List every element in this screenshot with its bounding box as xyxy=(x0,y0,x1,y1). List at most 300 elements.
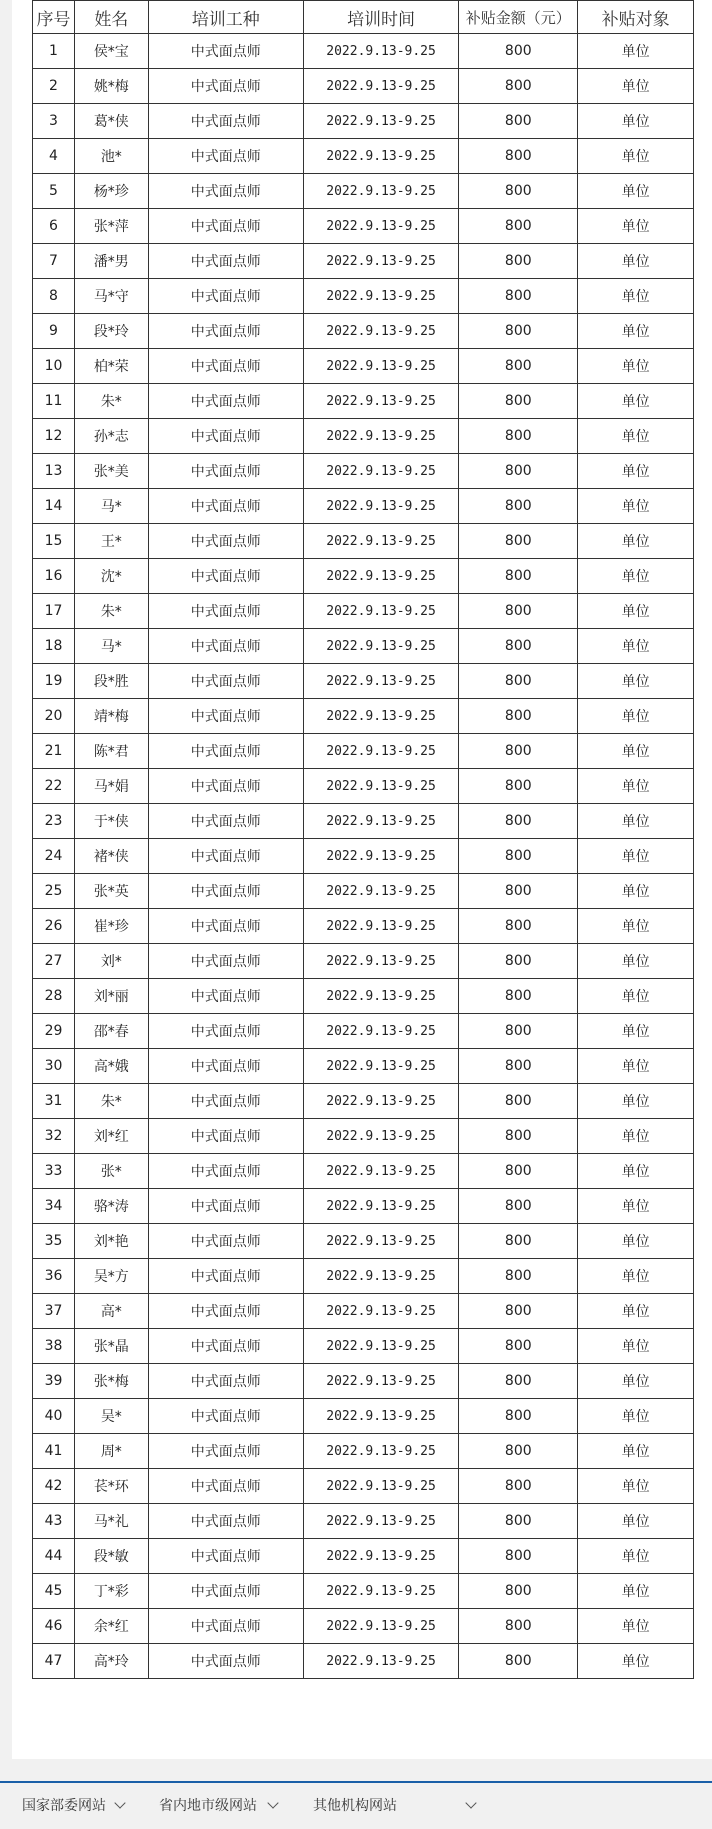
cell-index: 24 xyxy=(33,839,75,874)
cell-period: 2022.9.13-9.25 xyxy=(303,489,458,524)
table-row xyxy=(33,664,694,699)
cell-period: 2022.9.13-9.25 xyxy=(303,839,458,874)
table-row xyxy=(33,174,694,209)
cell-trade: 中式面点师 xyxy=(148,419,303,454)
cell-period: 2022.9.13-9.25 xyxy=(303,524,458,559)
cell-trade: 中式面点师 xyxy=(148,559,303,594)
cell-trade: 中式面点师 xyxy=(148,384,303,419)
table-row xyxy=(33,1609,694,1644)
cell-index: 45 xyxy=(33,1574,75,1609)
cell-trade: 中式面点师 xyxy=(148,524,303,559)
cell-name: 高* xyxy=(75,1294,149,1329)
cell-name: 杨*珍 xyxy=(75,174,149,209)
header-period: 培训时间 xyxy=(303,1,458,34)
table-row xyxy=(33,839,694,874)
cell-name: 吴*方 xyxy=(75,1259,149,1294)
cell-recipient: 单位 xyxy=(578,174,694,209)
cell-index: 16 xyxy=(33,559,75,594)
cell-name: 朱* xyxy=(75,1084,149,1119)
cell-recipient: 单位 xyxy=(578,559,694,594)
cell-index: 31 xyxy=(33,1084,75,1119)
ministry-sites-dropdown[interactable] xyxy=(22,1783,124,1829)
table-row xyxy=(33,874,694,909)
cell-name: 柏*荣 xyxy=(75,349,149,384)
cell-recipient: 单位 xyxy=(578,944,694,979)
table-row xyxy=(33,1154,694,1189)
cell-name: 张* xyxy=(75,1154,149,1189)
cell-period: 2022.9.13-9.25 xyxy=(303,769,458,804)
cell-period: 2022.9.13-9.25 xyxy=(303,1049,458,1084)
cell-period: 2022.9.13-9.25 xyxy=(303,944,458,979)
cell-recipient: 单位 xyxy=(578,734,694,769)
cell-index: 34 xyxy=(33,1189,75,1224)
cell-amount: 800 xyxy=(459,1119,578,1154)
cell-recipient: 单位 xyxy=(578,769,694,804)
cell-recipient: 单位 xyxy=(578,839,694,874)
table-row xyxy=(33,1434,694,1469)
cell-amount: 800 xyxy=(459,419,578,454)
table-row xyxy=(33,1119,694,1154)
table-row xyxy=(33,1259,694,1294)
table-row xyxy=(33,279,694,314)
cell-trade: 中式面点师 xyxy=(148,1434,303,1469)
cell-index: 30 xyxy=(33,1049,75,1084)
cell-period: 2022.9.13-9.25 xyxy=(303,1294,458,1329)
cell-name: 陈*君 xyxy=(75,734,149,769)
cell-name: 段*胜 xyxy=(75,664,149,699)
table-row xyxy=(33,34,694,69)
table-row xyxy=(33,594,694,629)
cell-index: 18 xyxy=(33,629,75,664)
table-row xyxy=(33,419,694,454)
cell-name: 葛*侠 xyxy=(75,104,149,139)
cell-trade: 中式面点师 xyxy=(148,1224,303,1259)
cell-index: 7 xyxy=(33,244,75,279)
cell-amount: 800 xyxy=(459,34,578,69)
cell-trade: 中式面点师 xyxy=(148,769,303,804)
cell-recipient: 单位 xyxy=(578,454,694,489)
cell-amount: 800 xyxy=(459,629,578,664)
cell-amount: 800 xyxy=(459,69,578,104)
cell-trade: 中式面点师 xyxy=(148,349,303,384)
table-row xyxy=(33,349,694,384)
cell-index: 4 xyxy=(33,139,75,174)
cell-trade: 中式面点师 xyxy=(148,454,303,489)
table-row xyxy=(33,489,694,524)
cell-trade: 中式面点师 xyxy=(148,1469,303,1504)
cell-recipient: 单位 xyxy=(578,244,694,279)
cell-index: 6 xyxy=(33,209,75,244)
table-row xyxy=(33,734,694,769)
cell-name: 马* xyxy=(75,489,149,524)
cell-index: 1 xyxy=(33,34,75,69)
cell-index: 2 xyxy=(33,69,75,104)
cell-amount: 800 xyxy=(459,1189,578,1224)
cell-period: 2022.9.13-9.25 xyxy=(303,1609,458,1644)
cell-trade: 中式面点师 xyxy=(148,1399,303,1434)
cell-recipient: 单位 xyxy=(578,664,694,699)
cell-trade: 中式面点师 xyxy=(148,34,303,69)
table-row xyxy=(33,979,694,1014)
cell-period: 2022.9.13-9.25 xyxy=(303,1154,458,1189)
table-row xyxy=(33,1224,694,1259)
cell-trade: 中式面点师 xyxy=(148,1294,303,1329)
cell-trade: 中式面点师 xyxy=(148,874,303,909)
table-row xyxy=(33,1014,694,1049)
cell-trade: 中式面点师 xyxy=(148,489,303,524)
cell-recipient: 单位 xyxy=(578,1364,694,1399)
cell-recipient: 单位 xyxy=(578,1609,694,1644)
cell-index: 9 xyxy=(33,314,75,349)
cell-recipient: 单位 xyxy=(578,1539,694,1574)
cell-recipient: 单位 xyxy=(578,349,694,384)
cell-period: 2022.9.13-9.25 xyxy=(303,69,458,104)
cell-recipient: 单位 xyxy=(578,804,694,839)
cell-amount: 800 xyxy=(459,1084,578,1119)
cell-period: 2022.9.13-9.25 xyxy=(303,1119,458,1154)
cell-amount: 800 xyxy=(459,489,578,524)
table-row xyxy=(33,1294,694,1329)
cell-index: 12 xyxy=(33,419,75,454)
table-row xyxy=(33,909,694,944)
cell-trade: 中式面点师 xyxy=(148,594,303,629)
cell-recipient: 单位 xyxy=(578,1434,694,1469)
table-row xyxy=(33,1189,694,1224)
cell-recipient: 单位 xyxy=(578,1294,694,1329)
cell-index: 8 xyxy=(33,279,75,314)
cell-period: 2022.9.13-9.25 xyxy=(303,209,458,244)
table-row xyxy=(33,139,694,174)
table-row xyxy=(33,1084,694,1119)
footer-links-bar xyxy=(0,1781,712,1829)
cell-period: 2022.9.13-9.25 xyxy=(303,454,458,489)
cell-recipient: 单位 xyxy=(578,874,694,909)
cell-recipient: 单位 xyxy=(578,1469,694,1504)
cell-period: 2022.9.13-9.25 xyxy=(303,349,458,384)
cell-amount: 800 xyxy=(459,1504,578,1539)
cell-recipient: 单位 xyxy=(578,139,694,174)
cell-amount: 800 xyxy=(459,734,578,769)
cell-index: 25 xyxy=(33,874,75,909)
header-amount: 补贴金额（元） xyxy=(459,1,578,34)
cell-period: 2022.9.13-9.25 xyxy=(303,1539,458,1574)
cell-recipient: 单位 xyxy=(578,1189,694,1224)
cell-name: 丁*彩 xyxy=(75,1574,149,1609)
cell-index: 20 xyxy=(33,699,75,734)
table-body xyxy=(33,34,694,1679)
cell-amount: 800 xyxy=(459,699,578,734)
cell-trade: 中式面点师 xyxy=(148,909,303,944)
cell-period: 2022.9.13-9.25 xyxy=(303,804,458,839)
cell-recipient: 单位 xyxy=(578,34,694,69)
cell-amount: 800 xyxy=(459,979,578,1014)
cell-recipient: 单位 xyxy=(578,1014,694,1049)
cell-recipient: 单位 xyxy=(578,1504,694,1539)
table-row xyxy=(33,804,694,839)
cell-period: 2022.9.13-9.25 xyxy=(303,244,458,279)
cell-period: 2022.9.13-9.25 xyxy=(303,629,458,664)
cell-period: 2022.9.13-9.25 xyxy=(303,1224,458,1259)
cell-index: 17 xyxy=(33,594,75,629)
cell-amount: 800 xyxy=(459,104,578,139)
table-row xyxy=(33,1049,694,1084)
cell-name: 靖*梅 xyxy=(75,699,149,734)
cell-trade: 中式面点师 xyxy=(148,944,303,979)
cell-amount: 800 xyxy=(459,1014,578,1049)
cell-recipient: 单位 xyxy=(578,1119,694,1154)
cell-period: 2022.9.13-9.25 xyxy=(303,174,458,209)
cell-name: 崔*珍 xyxy=(75,909,149,944)
cell-name: 刘* xyxy=(75,944,149,979)
cell-amount: 800 xyxy=(459,1294,578,1329)
cell-name: 侯*宝 xyxy=(75,34,149,69)
cell-amount: 800 xyxy=(459,909,578,944)
cell-trade: 中式面点师 xyxy=(148,1119,303,1154)
chevron-down-icon xyxy=(465,1797,476,1808)
table-header-row xyxy=(33,1,694,34)
cell-period: 2022.9.13-9.25 xyxy=(303,419,458,454)
cell-name: 姚*梅 xyxy=(75,69,149,104)
cell-amount: 800 xyxy=(459,874,578,909)
cell-period: 2022.9.13-9.25 xyxy=(303,34,458,69)
cell-index: 39 xyxy=(33,1364,75,1399)
cell-recipient: 单位 xyxy=(578,979,694,1014)
cell-amount: 800 xyxy=(459,244,578,279)
cell-trade: 中式面点师 xyxy=(148,839,303,874)
cell-name: 吴* xyxy=(75,1399,149,1434)
cell-name: 张*英 xyxy=(75,874,149,909)
cell-trade: 中式面点师 xyxy=(148,209,303,244)
cell-recipient: 单位 xyxy=(578,524,694,559)
cell-amount: 800 xyxy=(459,454,578,489)
cell-period: 2022.9.13-9.25 xyxy=(303,909,458,944)
table-row xyxy=(33,699,694,734)
cell-period: 2022.9.13-9.25 xyxy=(303,1259,458,1294)
cell-period: 2022.9.13-9.25 xyxy=(303,1644,458,1679)
cell-index: 42 xyxy=(33,1469,75,1504)
cell-amount: 800 xyxy=(459,349,578,384)
cell-name: 马*礼 xyxy=(75,1504,149,1539)
table-row xyxy=(33,1329,694,1364)
cell-trade: 中式面点师 xyxy=(148,979,303,1014)
cell-index: 15 xyxy=(33,524,75,559)
cell-amount: 800 xyxy=(459,804,578,839)
cell-trade: 中式面点师 xyxy=(148,1609,303,1644)
cell-amount: 800 xyxy=(459,594,578,629)
cell-recipient: 单位 xyxy=(578,1259,694,1294)
cell-name: 段*玲 xyxy=(75,314,149,349)
chevron-down-icon xyxy=(267,1797,278,1808)
cell-trade: 中式面点师 xyxy=(148,804,303,839)
cell-period: 2022.9.13-9.25 xyxy=(303,594,458,629)
cell-trade: 中式面点师 xyxy=(148,734,303,769)
cell-period: 2022.9.13-9.25 xyxy=(303,314,458,349)
cell-recipient: 单位 xyxy=(578,1329,694,1364)
cell-name: 朱* xyxy=(75,594,149,629)
cell-recipient: 单位 xyxy=(578,489,694,524)
chevron-down-icon xyxy=(114,1797,125,1808)
cell-index: 19 xyxy=(33,664,75,699)
cell-trade: 中式面点师 xyxy=(148,664,303,699)
cell-index: 47 xyxy=(33,1644,75,1679)
cell-index: 43 xyxy=(33,1504,75,1539)
table-row xyxy=(33,1574,694,1609)
cell-index: 3 xyxy=(33,104,75,139)
table-row xyxy=(33,1504,694,1539)
cell-period: 2022.9.13-9.25 xyxy=(303,664,458,699)
cell-period: 2022.9.13-9.25 xyxy=(303,139,458,174)
cell-amount: 800 xyxy=(459,174,578,209)
cell-name: 朱* xyxy=(75,384,149,419)
cell-name: 池* xyxy=(75,139,149,174)
cell-recipient: 单位 xyxy=(578,629,694,664)
cell-name: 骆*涛 xyxy=(75,1189,149,1224)
table-row xyxy=(33,1539,694,1574)
cell-amount: 800 xyxy=(459,384,578,419)
cell-name: 苌*环 xyxy=(75,1469,149,1504)
cell-trade: 中式面点师 xyxy=(148,1259,303,1294)
cell-amount: 800 xyxy=(459,209,578,244)
cell-name: 刘*艳 xyxy=(75,1224,149,1259)
cell-recipient: 单位 xyxy=(578,104,694,139)
header-name: 姓名 xyxy=(75,1,149,34)
cell-name: 马*娟 xyxy=(75,769,149,804)
cell-amount: 800 xyxy=(459,559,578,594)
cell-name: 沈* xyxy=(75,559,149,594)
cell-index: 14 xyxy=(33,489,75,524)
cell-period: 2022.9.13-9.25 xyxy=(303,1084,458,1119)
cell-trade: 中式面点师 xyxy=(148,244,303,279)
table-row xyxy=(33,314,694,349)
table-row xyxy=(33,1364,694,1399)
cell-trade: 中式面点师 xyxy=(148,69,303,104)
cell-index: 11 xyxy=(33,384,75,419)
cell-recipient: 单位 xyxy=(578,699,694,734)
other-institution-sites-label: 其他机构网站 xyxy=(313,1798,397,1814)
cell-amount: 800 xyxy=(459,1644,578,1679)
cell-amount: 800 xyxy=(459,1469,578,1504)
cell-name: 高*玲 xyxy=(75,1644,149,1679)
cell-amount: 800 xyxy=(459,1364,578,1399)
cell-index: 44 xyxy=(33,1539,75,1574)
cell-index: 13 xyxy=(33,454,75,489)
cell-amount: 800 xyxy=(459,279,578,314)
cell-name: 刘*丽 xyxy=(75,979,149,1014)
header-trade: 培训工种 xyxy=(148,1,303,34)
cell-trade: 中式面点师 xyxy=(148,629,303,664)
cell-amount: 800 xyxy=(459,1049,578,1084)
cell-recipient: 单位 xyxy=(578,1154,694,1189)
cell-amount: 800 xyxy=(459,1434,578,1469)
cell-recipient: 单位 xyxy=(578,1574,694,1609)
cell-amount: 800 xyxy=(459,839,578,874)
cell-name: 段*敏 xyxy=(75,1539,149,1574)
cell-recipient: 单位 xyxy=(578,1399,694,1434)
cell-recipient: 单位 xyxy=(578,1224,694,1259)
cell-index: 36 xyxy=(33,1259,75,1294)
table-row xyxy=(33,104,694,139)
cell-name: 潘*男 xyxy=(75,244,149,279)
cell-trade: 中式面点师 xyxy=(148,1539,303,1574)
cell-index: 21 xyxy=(33,734,75,769)
cell-index: 28 xyxy=(33,979,75,1014)
cell-recipient: 单位 xyxy=(578,1644,694,1679)
cell-trade: 中式面点师 xyxy=(148,1504,303,1539)
cell-recipient: 单位 xyxy=(578,384,694,419)
cell-trade: 中式面点师 xyxy=(148,1364,303,1399)
cell-name: 张*萍 xyxy=(75,209,149,244)
table-row xyxy=(33,944,694,979)
header-index: 序号 xyxy=(33,1,75,34)
cell-name: 刘*红 xyxy=(75,1119,149,1154)
cell-recipient: 单位 xyxy=(578,1049,694,1084)
cell-name: 高*娥 xyxy=(75,1049,149,1084)
cell-recipient: 单位 xyxy=(578,279,694,314)
cell-amount: 800 xyxy=(459,1574,578,1609)
cell-index: 33 xyxy=(33,1154,75,1189)
cell-name: 余*红 xyxy=(75,1609,149,1644)
cell-amount: 800 xyxy=(459,1259,578,1294)
cell-trade: 中式面点师 xyxy=(148,1189,303,1224)
cell-name: 马*守 xyxy=(75,279,149,314)
cell-name: 张*梅 xyxy=(75,1364,149,1399)
cell-name: 张*晶 xyxy=(75,1329,149,1364)
cell-trade: 中式面点师 xyxy=(148,1644,303,1679)
provincial-city-sites-label: 省内地市级网站 xyxy=(159,1798,257,1814)
cell-amount: 800 xyxy=(459,139,578,174)
cell-name: 孙*志 xyxy=(75,419,149,454)
cell-period: 2022.9.13-9.25 xyxy=(303,559,458,594)
cell-name: 张*美 xyxy=(75,454,149,489)
cell-amount: 800 xyxy=(459,314,578,349)
header-recipient: 补贴对象 xyxy=(578,1,694,34)
cell-amount: 800 xyxy=(459,1329,578,1364)
cell-period: 2022.9.13-9.25 xyxy=(303,1189,458,1224)
cell-amount: 800 xyxy=(459,769,578,804)
cell-amount: 800 xyxy=(459,664,578,699)
cell-period: 2022.9.13-9.25 xyxy=(303,699,458,734)
cell-amount: 800 xyxy=(459,1609,578,1644)
cell-name: 王* xyxy=(75,524,149,559)
cell-period: 2022.9.13-9.25 xyxy=(303,1329,458,1364)
cell-trade: 中式面点师 xyxy=(148,1084,303,1119)
table-row xyxy=(33,244,694,279)
cell-amount: 800 xyxy=(459,1539,578,1574)
provincial-city-sites-dropdown[interactable] xyxy=(159,1783,277,1829)
cell-amount: 800 xyxy=(459,1154,578,1189)
cell-trade: 中式面点师 xyxy=(148,1329,303,1364)
cell-recipient: 单位 xyxy=(578,909,694,944)
cell-index: 23 xyxy=(33,804,75,839)
cell-period: 2022.9.13-9.25 xyxy=(303,874,458,909)
table-row xyxy=(33,559,694,594)
cell-name: 周* xyxy=(75,1434,149,1469)
cell-trade: 中式面点师 xyxy=(148,279,303,314)
table-row xyxy=(33,769,694,804)
cell-trade: 中式面点师 xyxy=(148,699,303,734)
cell-recipient: 单位 xyxy=(578,419,694,454)
cell-index: 27 xyxy=(33,944,75,979)
table-row xyxy=(33,209,694,244)
cell-period: 2022.9.13-9.25 xyxy=(303,734,458,769)
cell-name: 褚*侠 xyxy=(75,839,149,874)
cell-amount: 800 xyxy=(459,1399,578,1434)
cell-trade: 中式面点师 xyxy=(148,1014,303,1049)
table-row xyxy=(33,454,694,489)
cell-trade: 中式面点师 xyxy=(148,104,303,139)
other-institution-sites-dropdown[interactable] xyxy=(313,1783,475,1829)
cell-period: 2022.9.13-9.25 xyxy=(303,1434,458,1469)
